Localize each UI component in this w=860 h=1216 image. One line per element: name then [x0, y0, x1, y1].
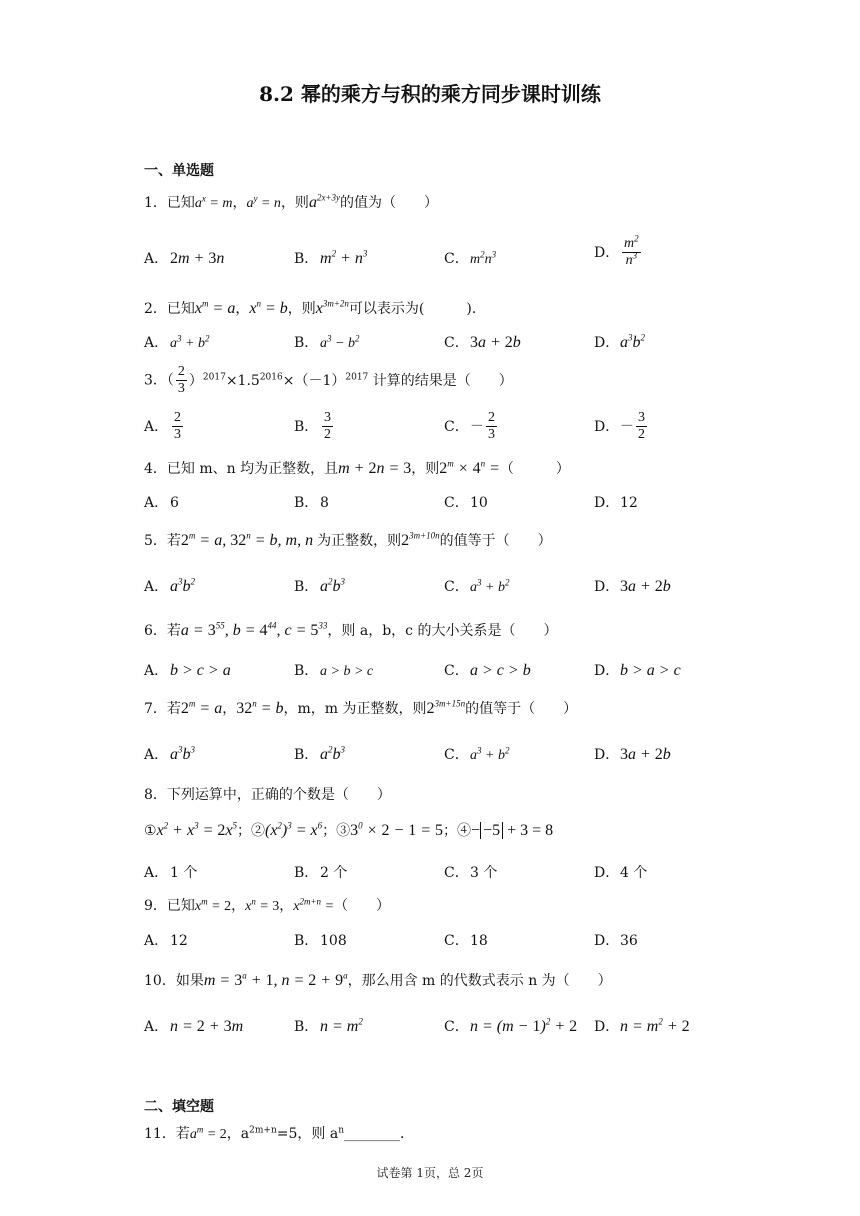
- option-c[interactable]: C．18: [444, 933, 488, 949]
- option-d[interactable]: D．－ $\frac{3}{2}$: [594, 410, 645, 443]
- question-3: 3．（ $\frac{2}{3}$ ）$^{2017}\times 1.5^{2016}\times(-1)^{2017}$ 计算的结果是（ ）: [144, 364, 513, 397]
- page-footer: 试卷第 1页，总 2页: [376, 1166, 484, 1180]
- option-a[interactable]: A． $\frac{2}{3}$: [144, 410, 181, 443]
- option-d[interactable]: D． $\frac{m^2}{n^3}$: [594, 233, 639, 269]
- option-c[interactable]: C．$m^2n^3$: [444, 249, 497, 267]
- option-b[interactable]: B． $n = m^2$: [294, 1016, 363, 1035]
- option-a[interactable]: A． $a^3 + b^2$: [144, 333, 210, 351]
- question-6: 6．若$a = 3^{55}$, $b = 4^{44}$, $c = 5^{33}$，则 a，b，c 的大小关系是（ ）: [144, 620, 558, 639]
- option-b[interactable]: B． $a^3 - b^2$: [294, 333, 360, 351]
- question-7: 7．若$2^m = a$，$32^n = b$，m，m 为正整数，则$2^{3m+15n}$的值等于（ ）: [144, 698, 578, 717]
- option-a[interactable]: A． 6: [144, 495, 179, 511]
- option-b[interactable]: B． 108: [294, 933, 347, 949]
- question-2: 2．已知$x^m = a$，$x^n = b$，则$x^{3m+2n}$可以表示为( )．: [144, 298, 486, 317]
- option-c[interactable]: C．$n = (m - 1)^2 + 2$: [444, 1016, 578, 1035]
- option-c[interactable]: C．a > c > b: [444, 662, 531, 679]
- option-d[interactable]: D．b > a > c: [594, 662, 681, 679]
- option-c[interactable]: C．$a^3 + b^2$: [444, 745, 510, 763]
- option-b[interactable]: B． $\frac{3}{2}$: [294, 410, 331, 443]
- option-b[interactable]: B． 2 个: [294, 865, 348, 881]
- option-c[interactable]: C．－ $\frac{2}{3}$: [444, 410, 495, 443]
- option-c[interactable]: C．3 个: [444, 865, 498, 881]
- section-heading-single-choice: 一、单选题: [144, 163, 214, 179]
- option-b[interactable]: B． $a^2b^3$: [294, 744, 345, 763]
- option-c[interactable]: C．10: [444, 495, 488, 511]
- question-8: 8．下列运算中，正确的个数是（ ）: [144, 787, 391, 803]
- option-a[interactable]: A． b > c > a: [144, 662, 231, 679]
- option-d[interactable]: D．4 个: [594, 865, 648, 881]
- question-10: 10．如果$m = 3^a + 1$, $n = 2 + 9^a$，那么用含 m 的代数式表示 n 为（ ）: [144, 970, 612, 989]
- option-b[interactable]: B． $m^2 + n^3$: [294, 248, 368, 267]
- option-a[interactable]: A． 2m + 3n: [144, 250, 225, 267]
- option-b[interactable]: B． 8: [294, 495, 329, 511]
- question-5: 5．若$2^m = a$, $32^n = b$, m, n 为正整数，则$2^{3m+10n}$的值等于（ ）: [144, 530, 552, 549]
- question-8-statements: $①x^2 + x^3 = 2x^5$；$②(x^2)^3 = x^6$；$③3^0 \times 2 - 1 = 5$；④− −5 + 3 = 8: [144, 820, 554, 839]
- option-a[interactable]: A． 1 个: [144, 865, 198, 881]
- option-d[interactable]: D．36: [594, 933, 638, 949]
- option-b[interactable]: B． $a^2b^3$: [294, 576, 345, 595]
- option-d[interactable]: D．$n = m^2 + 2$: [594, 1016, 690, 1035]
- section-heading-fill-in: 二、填空题: [144, 1099, 214, 1115]
- question-11: 11．若$a^m = 2$，$a^{2m+n}=5$，则 $a^n\_\_\_\_\_\_\_\_$．: [144, 1124, 414, 1142]
- option-b[interactable]: B． a > b > c: [294, 663, 374, 679]
- question-9: 9．已知$x^m = 2$，$x^n = 3$，$x^{2m+n}$ =（ ）: [144, 896, 391, 914]
- option-d[interactable]: D．12: [594, 495, 638, 511]
- page-title: 8.2 幂的乘方与积的乘方同步课时训练: [259, 82, 601, 106]
- option-a[interactable]: A． 12: [144, 933, 188, 949]
- option-a[interactable]: A． n = 2 + 3m: [144, 1018, 244, 1035]
- question-4: 4．已知 m、n 均为正整数，且m + 2n = 3，则$2^m \times 4^n$ =（ ）: [144, 458, 570, 477]
- option-a[interactable]: A． $a^3b^3$: [144, 744, 195, 763]
- option-c[interactable]: C．3a + 2b: [444, 334, 521, 351]
- question-1: 1．已知$a^x = m$，$a^y = n$，则$a^{2x+3y}$的值为（ ）: [144, 192, 438, 211]
- option-d[interactable]: D．$a^3b^2$: [594, 332, 645, 351]
- option-c[interactable]: C．$a^3 + b^2$: [444, 577, 510, 595]
- option-d[interactable]: D．3a + 2b: [594, 746, 671, 763]
- option-d[interactable]: D．3a + 2b: [594, 578, 671, 595]
- option-a[interactable]: A． $a^3b^2$: [144, 576, 195, 595]
